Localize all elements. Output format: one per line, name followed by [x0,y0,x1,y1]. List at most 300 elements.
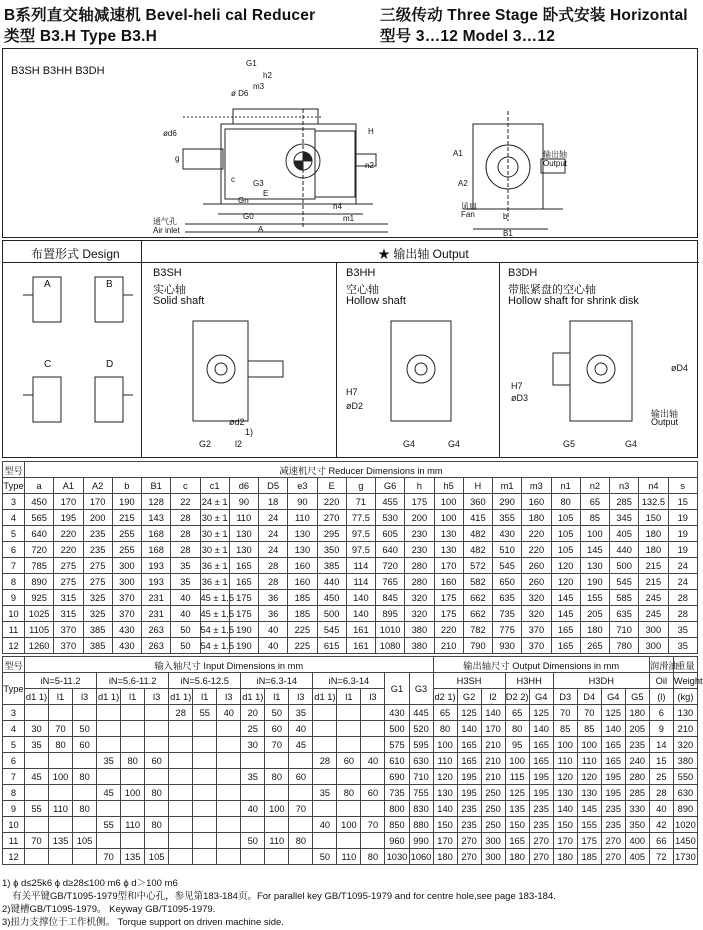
table-cell: 14 [649,737,673,753]
table-cell: 1260 [25,638,54,654]
reducer-header-row [3,478,698,494]
table-cell: 180 [505,849,529,865]
table-row [3,638,698,654]
table-cell: 205 [580,606,609,622]
table-cell: 161 [346,638,375,654]
table-cell: 175 [229,606,258,622]
table-cell: 180 [580,622,609,638]
b3dh-code: B3DH [508,267,538,279]
table-row [3,622,698,638]
table-cell: 220 [522,526,551,542]
table-cell: 28 [259,574,288,590]
table-cell: 9 [3,801,25,817]
table-cell [49,849,73,865]
table-cell: 36 [259,606,288,622]
table-cell: 765 [376,574,405,590]
table-cell: 28 [171,542,200,558]
table-cell: 735 [385,785,409,801]
table-cell: 225 [288,622,317,638]
table-row [3,526,698,542]
table-cell: 19 [668,542,698,558]
col-header: n2 [580,478,609,494]
dim-d6: ød6 [163,129,177,138]
b3sh-en: Solid shaft [153,295,205,307]
table-cell [289,785,313,801]
table-cell: 880 [409,817,433,833]
table-cell [145,833,169,849]
vent-en: Air inlet [153,226,180,235]
table-cell: 550 [673,769,697,785]
table-cell: 135 [505,801,529,817]
table-cell: 120 [551,558,580,574]
col-header: a [25,478,54,494]
table-cell: 380 [405,638,434,654]
table-cell: 168 [142,526,171,542]
table-cell: 320 [522,590,551,606]
col-header: h [405,478,434,494]
table-cell: 150 [553,817,577,833]
table-cell: 80 [49,737,73,753]
table-cell: 195 [457,785,481,801]
b3sh-dim-l2: l2 [235,439,243,449]
table-cell: 275 [83,574,112,590]
table-cell [313,801,337,817]
table-cell: 193 [142,574,171,590]
table-cell: 782 [463,622,492,638]
table-cell: 195 [529,769,553,785]
table-cell: 190 [580,574,609,590]
table-cell: 1105 [25,622,54,638]
table-cell: 30 ± 1 [200,510,229,526]
table-cell: 260 [522,574,551,590]
table-cell: 270 [601,833,625,849]
table-cell: 145 [577,801,601,817]
table-cell: 280 [625,769,649,785]
drawing-types-label: B3SH B3HH B3DH [11,65,105,77]
table-cell: 130 [229,542,258,558]
col-header: B1 [142,478,171,494]
table-cell: 161 [346,622,375,638]
table-cell: 180 [639,542,668,558]
table-cell [289,753,313,769]
table-cell: 25 [241,721,265,737]
table-cell: 140 [481,705,505,721]
table-cell: 175 [434,590,463,606]
table-cell [97,801,121,817]
table-cell: 790 [463,638,492,654]
table-cell: 80 [505,721,529,737]
table-cell: 110 [337,849,361,865]
table-cell [121,705,145,721]
table-cell: 105 [145,849,169,865]
table-cell: 165 [457,753,481,769]
table-cell: 380 [673,753,697,769]
table-cell: 275 [83,558,112,574]
out-group: H3HH [505,673,553,689]
table-cell: 650 [493,574,522,590]
table-cell: 130 [553,785,577,801]
table-cell: 430 [493,526,522,542]
input-sub-header: l1 [49,689,73,705]
table-cell [169,769,193,785]
table-cell: 270 [601,849,625,865]
table-cell: 170 [434,558,463,574]
table-cell: 114 [346,574,375,590]
table-cell: 130 [673,705,697,721]
table-cell: 35 [171,574,200,590]
table-row [3,849,698,865]
dim-D6: ø D6 [231,89,249,98]
table-cell: 28 [171,526,200,542]
table-cell: 215 [112,510,141,526]
table-cell: 110 [265,833,289,849]
table-cell: 36 [259,590,288,606]
dim-c: c [231,175,235,184]
table-cell: 80 [265,769,289,785]
table-cell [121,769,145,785]
table-cell: 290 [493,494,522,510]
g3-header: G3 [409,673,433,705]
table-cell: 845 [376,590,405,606]
table-cell: 520 [409,721,433,737]
table-cell [313,737,337,753]
type-cn: 型号 [3,462,25,478]
table-cell: 235 [83,542,112,558]
table-cell: 220 [54,526,83,542]
table-cell: 100 [505,753,529,769]
table-cell: 6 [3,542,25,558]
table-cell [121,721,145,737]
table-cell: 530 [376,510,405,526]
table-cell: 50 [313,849,337,865]
table-cell: 235 [83,526,112,542]
table-cell [145,705,169,721]
table-cell: 780 [610,638,639,654]
b3hh-drawing [346,309,496,459]
table-cell: 60 [145,753,169,769]
table-cell: 635 [493,590,522,606]
table-cell: 55 [25,801,49,817]
table-cell [121,801,145,817]
b3hh-dim-g4a: G4 [403,439,416,449]
dim-G1: G1 [246,59,257,68]
table-cell: 255 [112,526,141,542]
table-cell: 235 [457,801,481,817]
table-cell: 22 [171,494,200,510]
table-cell: 235 [601,817,625,833]
table-cell: 255 [112,542,141,558]
title-line2-right: 型号 3…12 Model 3…12 [380,28,556,45]
table-cell [25,817,49,833]
table-cell: 4 [3,510,25,526]
table-cell: 370 [522,638,551,654]
table-cell: 11 [3,622,25,638]
table-cell: 325 [83,606,112,622]
table-cell: 40 [289,721,313,737]
table-cell: 235 [601,801,625,817]
table-cell: 125 [505,785,529,801]
table-cell: 70 [361,817,385,833]
table-cell: 140 [433,801,457,817]
reducer-caption: 减速机尺寸 Reducer Dimensions in mm [25,462,698,478]
table-cell: 263 [142,622,171,638]
b3hh-dia: øD2 [346,401,364,411]
table-cell: 165 [505,833,529,849]
table-row [3,494,698,510]
table-cell: 24 [259,542,288,558]
table-cell: 143 [142,510,171,526]
input-sub-header: l3 [361,689,385,705]
table-cell: 755 [409,785,433,801]
table-cell: 175 [434,606,463,622]
table-cell: 54 ± 1.5 [200,622,229,638]
table-cell: 210 [481,769,505,785]
dim-A2: A2 [458,179,468,188]
dim-g: g [175,154,180,163]
table-cell [73,817,97,833]
table-cell: 300 [481,833,505,849]
type-en: Type [3,478,25,494]
table-cell: 320 [405,590,434,606]
oil-unit: (l) [649,689,673,705]
table-cell: 450 [317,590,346,606]
output-sub-header: G4 [601,689,625,705]
table-cell: 405 [625,849,649,865]
table-cell: 231 [142,606,171,622]
table-cell: 350 [317,542,346,558]
dim-B1: B1 [503,229,513,238]
table-cell: 320 [405,606,434,622]
table-cell: 830 [409,801,433,817]
table-cell [241,817,265,833]
table-cell [193,785,217,801]
table-cell: 720 [376,558,405,574]
b3sh-dia: ød2 [229,417,245,427]
table-cell: 165 [601,737,625,753]
table-cell: 430 [385,705,409,721]
table-cell: 170 [83,494,112,510]
table-cell: 193 [142,558,171,574]
table-cell: 640 [25,526,54,542]
table-cell: 70 [577,705,601,721]
table-cell: 662 [463,590,492,606]
table-row [3,769,698,785]
table-cell: 100 [434,494,463,510]
table-cell: 235 [457,817,481,833]
table-cell: 235 [625,737,649,753]
table-cell: 110 [433,753,457,769]
table-cell [265,753,289,769]
table-cell: 45 ± 1.5 [200,590,229,606]
table-cell: 40 [217,705,241,721]
table-cell: 9 [3,590,25,606]
table-cell: 270 [529,849,553,865]
dim-h2: h2 [263,71,272,80]
table-cell: 180 [553,849,577,865]
table-cell: 785 [25,558,54,574]
b3sh-drawing [153,309,333,459]
table-cell: 105 [551,542,580,558]
table-cell [337,833,361,849]
table-cell: 270 [529,833,553,849]
table-cell: 165 [529,753,553,769]
table-cell: 55 [97,817,121,833]
input-sub-header: d1 1) [241,689,265,705]
table-cell [169,785,193,801]
table-cell [193,769,217,785]
table-cell: 3 [3,705,25,721]
table-cell: 175 [229,590,258,606]
table-cell: 155 [577,817,601,833]
table-cell: 110 [229,510,258,526]
table-cell: 130 [434,542,463,558]
table-cell [73,705,97,721]
table-cell: 70 [25,833,49,849]
table-cell: 1020 [673,817,697,833]
table-cell: 60 [337,753,361,769]
table-cell: 85 [553,721,577,737]
table-cell: 615 [317,638,346,654]
table-cell: 4 [3,721,25,737]
output-sub-header: D3 [553,689,577,705]
out-en: Output [543,159,568,168]
design-label-d: D [106,359,114,370]
table-cell: 330 [625,801,649,817]
table-cell: 1730 [673,849,697,865]
col-header: D5 [259,478,288,494]
col-header: d6 [229,478,258,494]
out-group: H3SH [433,673,505,689]
table-cell: 140 [346,590,375,606]
reducer-outline-drawing [3,49,699,239]
table-cell: 12 [3,849,25,865]
out-cn: 输出轴 [543,150,567,159]
table-cell: 40 [259,622,288,638]
oil-cn: 润滑油 [649,657,673,673]
table-cell: 895 [376,606,405,622]
table-cell [313,705,337,721]
table-cell: 40 [361,753,385,769]
table-cell: 165 [551,622,580,638]
reducer-caption-row [3,462,698,478]
table-cell [145,721,169,737]
table-cell: 130 [580,558,609,574]
table-cell [217,769,241,785]
table-cell: 60 [361,785,385,801]
design-output-panel [2,240,698,458]
table-row [3,737,698,753]
input-sub-header: l3 [217,689,241,705]
table-cell [217,721,241,737]
table-cell: 595 [409,737,433,753]
col-header: A1 [54,478,83,494]
table-cell: 120 [433,769,457,785]
dim-G0: G0 [243,212,254,221]
table-cell: 145 [580,542,609,558]
table-cell: 100 [580,526,609,542]
table-cell [25,785,49,801]
b3hh-code: B3HH [346,267,376,279]
table-cell: 145 [551,606,580,622]
dim-A: A [258,225,264,234]
table-cell: 220 [54,542,83,558]
table-cell: 500 [385,721,409,737]
table-cell: 85 [580,510,609,526]
table-cell: 9 [649,721,673,737]
table-cell: 115 [505,769,529,785]
table-cell: 300 [112,574,141,590]
table-cell: 275 [54,558,83,574]
table-cell [241,753,265,769]
table-cell: 80 [121,753,145,769]
dim-b: b [503,212,508,221]
output-sub-header: G5 [625,689,649,705]
table-cell [169,801,193,817]
table-cell: 35 [313,785,337,801]
weight-cn: 重量 [673,657,697,673]
table-cell: 35 [97,753,121,769]
table-cell: 405 [610,526,639,542]
table-cell: 70 [97,849,121,865]
table-cell: 350 [625,817,649,833]
table-cell: 130 [433,785,457,801]
table-cell: 430 [112,638,141,654]
table-cell: 125 [457,705,481,721]
table-cell: 135 [49,833,73,849]
input-caption: 输入轴尺寸 Input Dimensions in mm [25,657,434,673]
table-cell: 70 [49,721,73,737]
input-sub-header: l3 [145,689,169,705]
table-cell: 160 [434,574,463,590]
table-cell: 70 [265,737,289,753]
table-cell: 180 [433,849,457,865]
title-line1-left: B系列直交轴减速机 Bevel-heli cal Reducer [4,7,316,24]
dim-E: E [263,189,269,198]
table-cell: 482 [463,526,492,542]
table-cell: 385 [83,638,112,654]
table-cell: 325 [83,590,112,606]
table-cell: 605 [376,526,405,542]
table-cell: 572 [463,558,492,574]
table-cell [241,849,265,865]
table-cell: 430 [112,622,141,638]
table-cell: 140 [553,801,577,817]
table-cell: 245 [639,590,668,606]
table-cell: 415 [463,510,492,526]
b3dh-out-cn: 输出轴 [651,409,679,419]
table-cell: 175 [577,833,601,849]
table-cell: 132.5 [639,494,668,510]
table-cell: 180 [625,705,649,721]
input-sub-header: l1 [121,689,145,705]
col-header: c [171,478,200,494]
table-cell [289,817,313,833]
table-cell: 28 [668,590,698,606]
table-cell: 140 [457,721,481,737]
table-cell: 80 [145,817,169,833]
table-cell: 11 [3,833,25,849]
table-row [3,801,698,817]
table-cell: 28 [169,705,193,721]
table-cell: 315 [54,606,83,622]
table-cell [73,785,97,801]
table-cell: 500 [610,558,639,574]
table-cell: 80 [337,785,361,801]
footnote-1: 1) ϕ d≤25k6 ϕ d≥28≤100 m6 ϕ d＞100 m6 [2,878,178,889]
table-cell: 97.5 [346,526,375,542]
table-cell: 635 [610,606,639,622]
io-sub-row [3,689,698,705]
